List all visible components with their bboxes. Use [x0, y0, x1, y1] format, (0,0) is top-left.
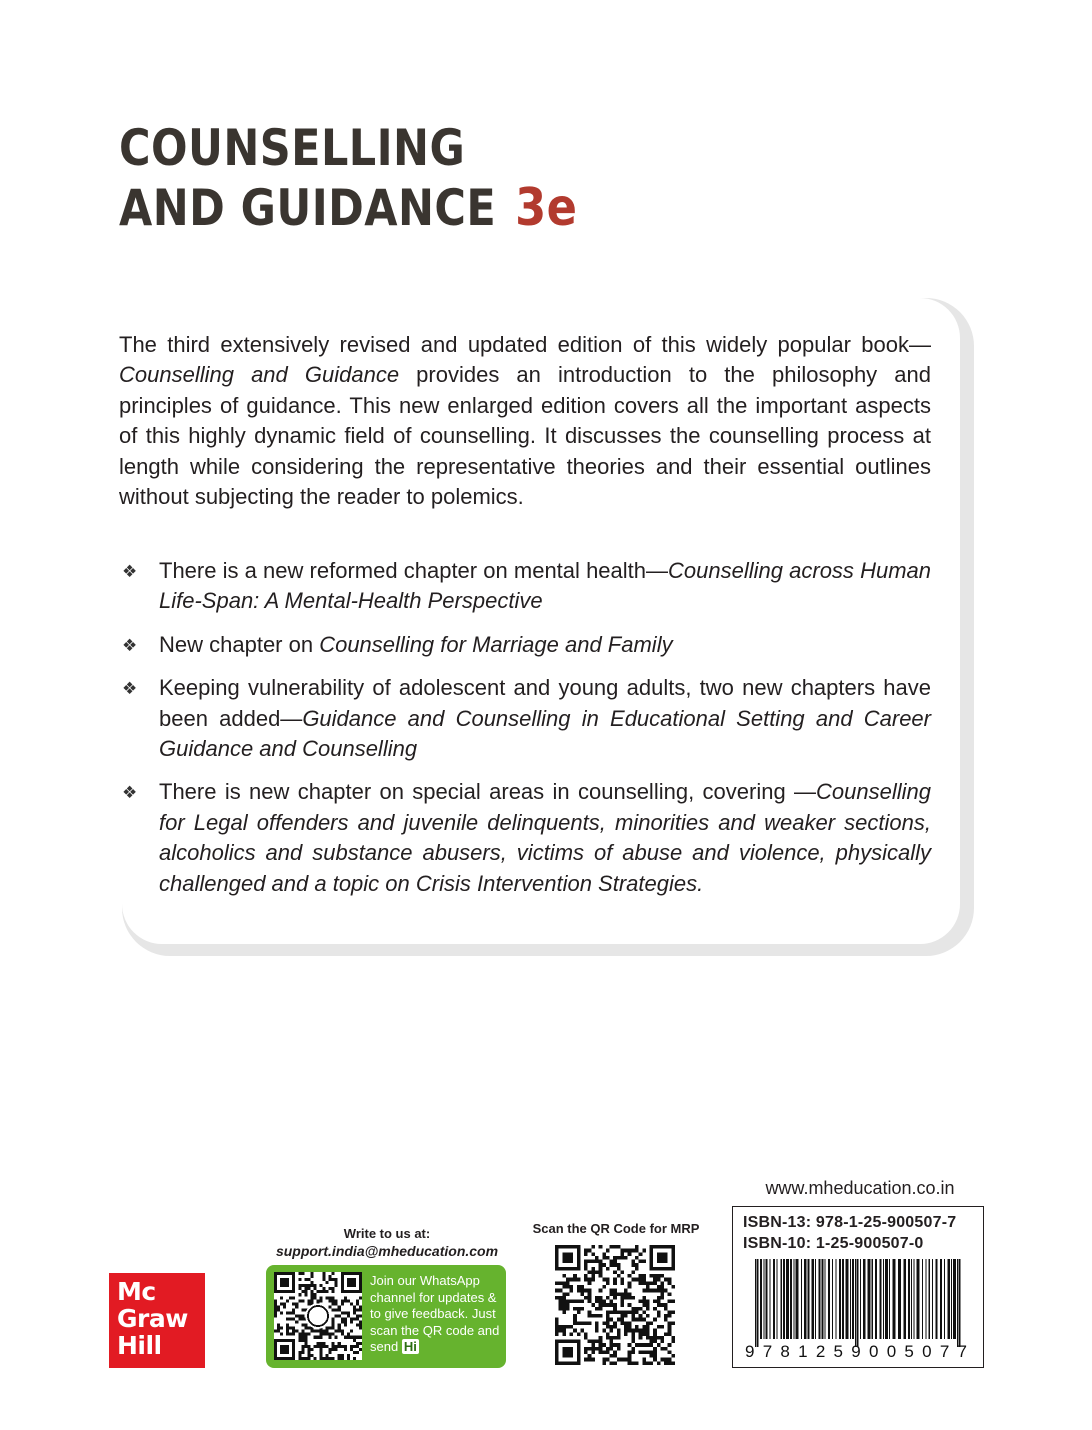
mcgraw-hill-logo: [109, 1273, 205, 1368]
barcode-digits: 9781259005077: [745, 1342, 967, 1359]
feature-italic: Counselling for Legal offenders and juvenile delinquents, minorities and weaker sections, alcoholics and substance abusers, victims of abuse and violence, physically challenged and a topic on Crisis Intervention Strategies.: [159, 779, 931, 896]
whatsapp-logo-icon: [305, 1303, 330, 1328]
barcode-guard: [757, 1259, 758, 1347]
isbn-box: [732, 1206, 984, 1368]
barcode-bar: [852, 1259, 854, 1339]
barcode-bar: [846, 1259, 849, 1339]
barcode-bar: [808, 1259, 810, 1339]
edition-label: 3e: [515, 178, 578, 238]
title-line-2-text: AND GUIDANCE: [119, 179, 497, 237]
barcode: [743, 1259, 973, 1359]
barcode-bar: [790, 1259, 792, 1339]
barcode-bar: [928, 1259, 930, 1339]
hi-badge: Hi: [403, 1339, 417, 1354]
website-url[interactable]: www.mheducation.co.in: [765, 1178, 955, 1198]
barcode-bar: [777, 1259, 778, 1339]
feature-list: [119, 556, 931, 912]
barcode-bar: [842, 1259, 844, 1339]
barcode-bar: [801, 1259, 802, 1339]
barcode-bar: [825, 1259, 826, 1339]
title-line-2: [119, 178, 577, 238]
diamond-bullet-icon: ❖: [122, 635, 138, 655]
barcode-guard: [959, 1259, 960, 1347]
mrp-qr-code[interactable]: [555, 1245, 675, 1365]
diamond-bullet-icon: ❖: [122, 783, 138, 803]
barcode-bar: [953, 1259, 956, 1339]
title-line-1: COUNSELLING: [119, 119, 466, 177]
barcode-bar: [804, 1259, 807, 1339]
barcode-guard: [957, 1259, 958, 1347]
diamond-bullet-icon: ❖: [122, 679, 138, 699]
isbn-13: ISBN-13: 978-1-25-900507-7: [743, 1214, 957, 1231]
barcode-guard: [755, 1259, 756, 1347]
barcode-bar: [764, 1259, 765, 1339]
book-title: [119, 118, 652, 238]
whatsapp-qr-code[interactable]: [274, 1272, 362, 1360]
barcode-bar: [936, 1259, 938, 1339]
barcode-bar: [868, 1259, 871, 1339]
barcode-bar: [811, 1259, 814, 1339]
barcode-bar: [773, 1259, 775, 1339]
barcode-bar: [885, 1259, 888, 1339]
barcode-bar: [832, 1259, 833, 1339]
barcode-bar: [871, 1259, 873, 1339]
feature-text: There is new chapter on special areas in counselling, covering —: [159, 779, 817, 805]
feature-text: New chapter on: [159, 631, 320, 657]
barcode-bar: [908, 1259, 910, 1339]
feature-item: [119, 630, 931, 660]
barcode-bar: [889, 1259, 890, 1339]
write-to-us-label: Write to us at:: [343, 1226, 431, 1241]
logo-line-3: Hill: [117, 1331, 162, 1360]
barcode-bar: [898, 1259, 901, 1339]
barcode-bar: [926, 1259, 927, 1339]
feature-text: Keeping vulnerability of adolescent and young adults, two new chapters have been added—: [159, 675, 931, 731]
barcode-bar: [766, 1259, 768, 1339]
feature-item: [119, 556, 931, 617]
feature-item: [119, 673, 931, 764]
barcode-bar: [760, 1259, 762, 1339]
barcode-bar: [951, 1259, 952, 1339]
mrp-qr-icon: [555, 1245, 675, 1365]
description-italic-title: Counselling and Guidance: [119, 362, 400, 388]
feature-text: There is a new reformed chapter on mental health—: [159, 558, 669, 583]
barcode-bar: [780, 1259, 782, 1339]
barcode-bar: [839, 1259, 841, 1339]
barcode-bar: [883, 1259, 884, 1339]
logo-line-1: Mc: [117, 1277, 156, 1306]
book-description: [119, 330, 931, 512]
barcode-bar: [880, 1259, 882, 1339]
barcode-bar: [903, 1259, 906, 1339]
barcode-bar: [835, 1259, 836, 1339]
barcode-bar: [828, 1259, 830, 1339]
barcode-bar: [850, 1259, 851, 1339]
barcode-bar: [911, 1259, 912, 1339]
barcode-bar: [786, 1259, 789, 1339]
description-part1: The third extensively revised and updated edition of this widely popular book—: [119, 332, 931, 357]
barcode-bar: [914, 1259, 915, 1339]
support-email[interactable]: support.india@mheducation.com: [275, 1243, 499, 1259]
logo-line-2: Graw: [117, 1304, 188, 1333]
description-part2: provides an introduction to the philosophy and principles of guidance. This new enlarged edition covers all the important aspects of this highly dynamic field of counselling. It discusses the counselling process at length while considering the representative theories and their essential outlines without subjecting the reader to polemics.: [119, 362, 931, 510]
barcode-bar: [922, 1259, 923, 1339]
mrp-scan-label: Scan the QR Code for MRP: [532, 1221, 700, 1236]
barcode-bar: [822, 1259, 824, 1339]
feature-italic: Guidance and Counselling in Educational Setting and Career Guidance and Counselling: [159, 705, 931, 762]
feature-italic: Counselling for Marriage and Family: [319, 631, 673, 657]
barcode-bar: [796, 1259, 799, 1339]
barcode-bar: [815, 1259, 816, 1339]
barcode-bar: [794, 1259, 795, 1339]
barcode-bar: [893, 1259, 896, 1339]
barcode-bar: [917, 1259, 920, 1339]
whatsapp-message: Join our WhatsApp channel for updates & to give feedback. Just scan the QR code and send: [370, 1273, 500, 1354]
isbn-10: ISBN-10: 1-25-900507-0: [743, 1235, 924, 1252]
barcode-bar: [819, 1259, 821, 1339]
whatsapp-qr-icon: [274, 1272, 362, 1360]
contact-block: [268, 1226, 506, 1259]
barcode-bar: [932, 1259, 933, 1339]
barcode-bar: [875, 1259, 877, 1339]
barcode-guard: [855, 1259, 856, 1347]
diamond-bullet-icon: ❖: [122, 562, 138, 581]
barcode-bar: [783, 1259, 785, 1339]
barcode-bar: [863, 1259, 866, 1339]
barcode-bar: [947, 1259, 950, 1339]
barcode-bar: [940, 1259, 942, 1339]
feature-item: [119, 777, 931, 899]
feature-italic: Counselling across Human Life-Span: A Mental-Health Perspective: [159, 558, 931, 614]
barcode-bar: [860, 1259, 861, 1339]
barcode-bar: [769, 1259, 770, 1339]
barcode-icon: [743, 1259, 973, 1359]
whatsapp-text: [370, 1273, 502, 1356]
barcode-bar: [944, 1259, 945, 1339]
barcode-guard: [857, 1259, 858, 1347]
whatsapp-channel-box: [266, 1265, 506, 1368]
